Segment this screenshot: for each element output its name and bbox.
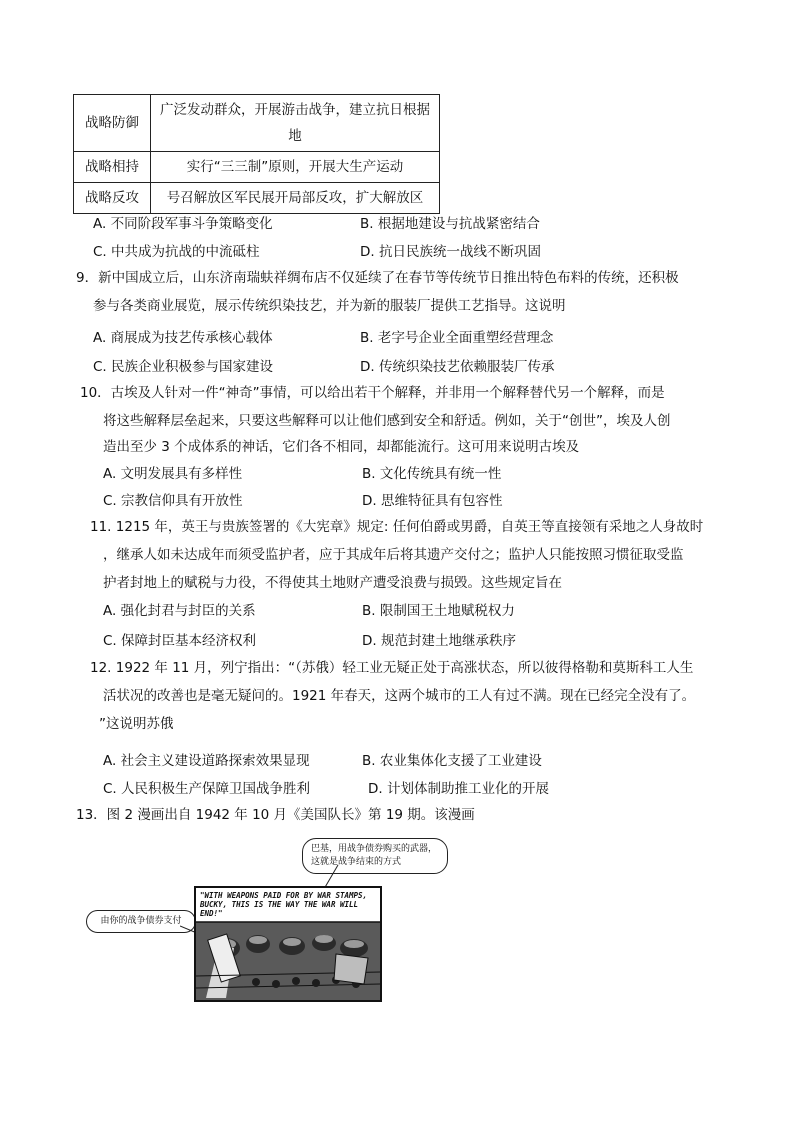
q9-option-a[interactable]: A. 商展成为技艺传承核心载体 (93, 330, 273, 346)
q10-option-a[interactable]: A. 文明发展具有多样性 (103, 466, 243, 482)
comic-bubble-right-line1: 巴基，用战争债券购买的武器， (311, 844, 438, 854)
q11-stem-line1: 11. 1215 年，英王与贵族签署的《大宪章》规定: 任何伯爵或男爵，自英王等直接领有采地之人身故时 (90, 519, 704, 535)
q11-option-b[interactable]: B. 限制国王土地赋税权力 (362, 603, 515, 619)
q12-stem-line2: 活状况的改善也是毫无疑问的。1921 年春天，这两个城市的工人有过不满。现在已经完全没有了。 (103, 688, 696, 704)
q11-option-c[interactable]: C. 保障封臣基本经济权利 (103, 633, 257, 649)
q9-option-b[interactable]: B. 老字号企业全面重塑经营理念 (360, 330, 554, 346)
q10-option-b[interactable]: B. 文化传统具有统一性 (362, 466, 502, 482)
table-row (74, 183, 440, 214)
q11-stem-line2: ，继承人如未达成年而须受监护者，应于其成年后将其遗产交付之；监护人只能按照习惯征取受监 (103, 547, 684, 563)
comic-caption-line3: END!" (200, 909, 223, 918)
table-row (74, 95, 440, 152)
q11-stem-line3: 护者封地上的赋税与力役，不得使其土地财产遭受浪费与损毁。这些规定旨在 (103, 575, 562, 591)
q8-option-a[interactable]: A. 不同阶段军事斗争策略变化 (93, 216, 273, 232)
q10-stem-line3: 造出至少 3 个成体系的神话，它们各不相同，却都能流行。这可用来说明古埃及 (103, 439, 580, 455)
q13-stem-line1: 13．图 2 漫画出自 1942 年 10 月《美国队长》第 19 期。该漫画 (76, 807, 475, 823)
q12-option-c[interactable]: C. 人民积极生产保障卫国战争胜利 (103, 781, 311, 797)
table-cell-policy: 号召解放区军民展开局部反攻，扩大解放区 (151, 183, 440, 214)
table-cell-policy: 实行“三三制”原则，开展大生产运动 (151, 152, 440, 183)
comic-bubble-right-line2: 这就是战争结束的方式 (311, 857, 402, 867)
q11-option-d[interactable]: D. 规范封建土地继承秩序 (362, 633, 516, 649)
comic-caption-line1: "WITH WEAPONS PAID FOR BY WAR STAMPS, (200, 891, 368, 900)
q8-option-d[interactable]: D. 抗日民族统一战线不断巩固 (360, 244, 541, 260)
table-cell-stage: 战略相持 (74, 152, 151, 183)
q9-stem-line2: 参与各类商业展览，展示传统织染技艺，并为新的服装厂提供工艺指导。这说明 (93, 298, 566, 314)
table-cell-stage: 战略防御 (74, 95, 151, 152)
q12-stem-line3: ”这说明苏俄 (99, 716, 174, 732)
q9-option-c[interactable]: C. 民族企业积极参与国家建设 (93, 359, 274, 375)
q12-stem-line1: 12. 1922 年 11 月，列宁指出：“（苏俄）轻工业无疑正处于高涨状态，所以彼得格勒和莫斯科工人生 (90, 660, 694, 676)
q10-stem-line1: 10．古埃及人针对一件“神奇”事情，可以给出若干个解释，并非用一个解释替代另一个解释，而是 (80, 385, 665, 401)
q10-option-d[interactable]: D. 思维特征具有包容性 (362, 493, 503, 509)
q9-stem-line1: 9．新中国成立后，山东济南瑞蚨祥绸布店不仅延续了在春节等传统节日推出特色布料的传统，还积极 (76, 270, 679, 286)
q12-option-d[interactable]: D. 计划体制助推工业化的开展 (368, 781, 549, 797)
comic-caption (200, 891, 367, 918)
q12-option-a[interactable]: A. 社会主义建设道路探索效果显现 (103, 753, 310, 769)
q8-option-b[interactable]: B. 根据地建设与抗战紧密结合 (360, 216, 540, 232)
q8-option-c[interactable]: C. 中共成为抗战的中流砥柱 (93, 244, 260, 260)
q11-option-a[interactable]: A. 强化封君与封臣的关系 (103, 603, 256, 619)
comic-image (194, 886, 382, 1002)
q10-stem-line2: 将这些解释层垒起来，只要这些解释可以让他们感到安全和舒适。例如，关于“创世”，埃及人创 (103, 413, 671, 429)
table-cell-stage: 战略反攻 (74, 183, 151, 214)
q9-option-d[interactable]: D. 传统织染技艺依赖服装厂传承 (360, 359, 555, 375)
table-cell-policy: 广泛发动群众，开展游击战争，建立抗日根据地 (151, 95, 440, 152)
q10-option-c[interactable]: C. 宗教信仰具有开放性 (103, 493, 243, 509)
strategy-table (73, 94, 440, 214)
q12-option-b[interactable]: B. 农业集体化支援了工业建设 (362, 753, 542, 769)
comic-caption-line2: BUCKY, THIS IS THE WAY THE WAR WILL (200, 900, 359, 909)
comic-bubble-left-text: 由你的战争债券支付 (100, 916, 182, 926)
table-row (74, 152, 440, 183)
